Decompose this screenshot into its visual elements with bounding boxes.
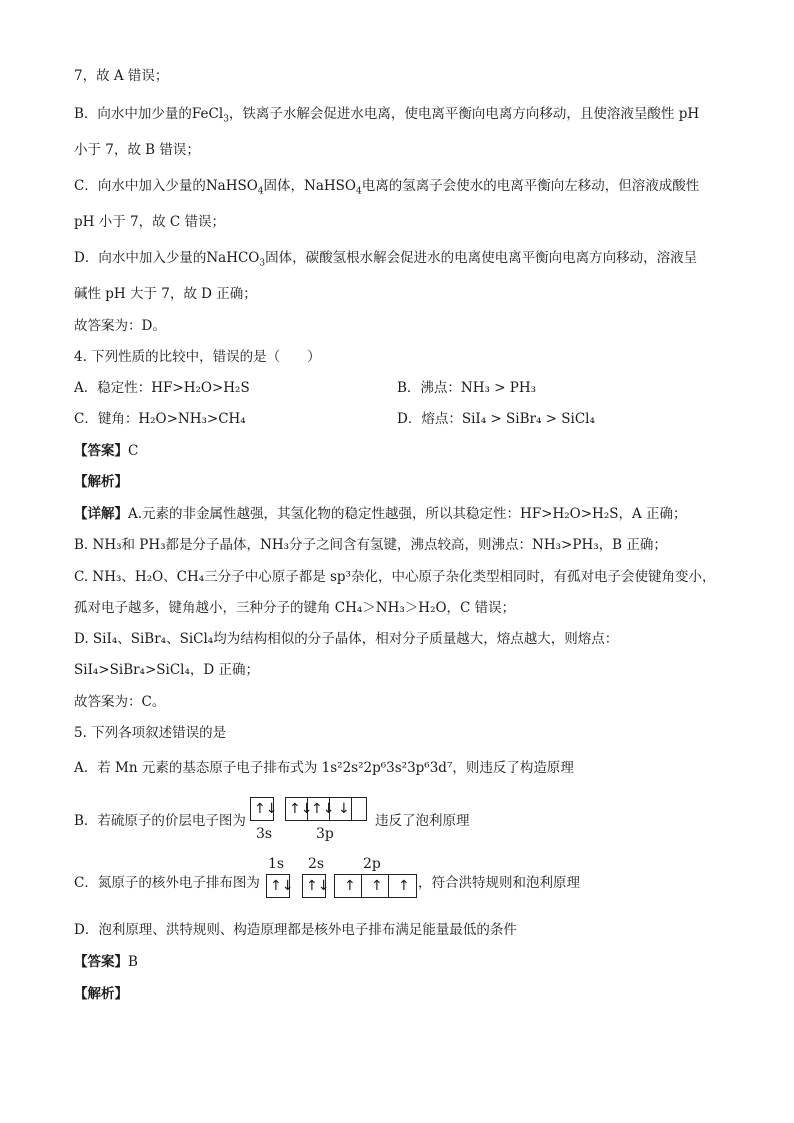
text: A.元素的非金属性越强，其氢化物的稳定性越强，所以其稳定性：HF>H₂O>H₂S，A 正确； <box>128 506 687 522</box>
q4-detail-line <box>74 504 687 524</box>
orbital-diagram-3s <box>250 797 278 821</box>
text-line: 故答案为：D。 <box>74 318 166 334</box>
q5-option-d: D．泡利原理、洪特规则、构造原理都是核外电子排布满足能量最低的条件 <box>74 922 517 938</box>
text: 固体，碳酸氢根水解会促进水的电离使电离平衡向电离方向移动，溶液呈 <box>265 250 698 266</box>
answer-value: C <box>128 443 139 459</box>
subscript: 3 <box>259 258 266 269</box>
q4-detail-line: C. NH₃、H₂O、CH₄三分子中心原子都是 sp³杂化，中心原子杂化类型相同时，有孤对电子会使键角变小， <box>74 569 716 585</box>
text: 电离的氢离子会使水的电离平衡向左移动，但溶液成酸性 <box>361 178 700 194</box>
text-line <box>74 248 697 268</box>
text-line: 小于 7，故 B 错误； <box>74 142 200 158</box>
q5-option-b-suffix: 违反了泡利原理 <box>375 813 470 829</box>
text-line: 7，故 A 错误； <box>74 68 169 84</box>
q4-detail-line: B. NH₃和 PH₃都是分子晶体，NH₃分子之间含有氢键，沸点较高，则沸点：NH₃>PH₃，B 正确； <box>74 537 667 553</box>
q5-option-c-suffix: ，符合洪特规则和泡利原理 <box>418 875 580 891</box>
subscript: 4 <box>257 186 264 197</box>
answer-tag: 【答案】 <box>74 954 128 970</box>
analysis-tag: 【解析】 <box>74 986 128 1002</box>
text-line <box>74 176 699 196</box>
q4-answer <box>74 441 138 461</box>
orbital-label: 3p <box>316 826 334 842</box>
q4-analysis-tag <box>74 472 128 492</box>
text: 固体， <box>263 178 305 194</box>
q4-detail-line: 孤对电子越多，键角越小，三种分子的键角 CH₄＞NH₃＞H₂O，C 错误； <box>74 600 516 616</box>
subscript: 3 <box>223 114 229 125</box>
orbital-label: 2p <box>363 856 381 872</box>
orbital-diagram-2s: ↑↓ <box>302 874 326 898</box>
text-line: pH 小于 7，故 C 错误； <box>74 214 225 230</box>
text-line: 碱性 pH 大于 7，故 D 正确； <box>74 286 257 302</box>
q4-option-a: A．稳定性：HF>H₂O>H₂S <box>74 380 250 396</box>
text: B．向水中加少量的 <box>74 106 192 122</box>
q4-option-b: B．沸点：NH₃ > PH₃ <box>397 380 537 396</box>
q4-detail-line: SiI₄>SiBr₄>SiCl₄，D 正确； <box>74 662 260 678</box>
orbital-box: ↑↓ <box>250 797 274 821</box>
question-4-stem: 4. 下列性质的比较中，错误的是（ ） <box>74 349 321 365</box>
q4-option-c: C．键角：H₂O>NH₃>CH₄ <box>74 411 246 427</box>
answer-value: B <box>128 954 138 970</box>
formula: NaHCO <box>206 250 260 266</box>
orbital-label: 1s <box>268 856 285 872</box>
q5-answer <box>74 952 138 972</box>
detail-tag: 【详解】 <box>74 506 128 522</box>
orbital-diagram-2p: ↑ ↑ ↑ <box>334 874 417 898</box>
formula: FeCl <box>191 106 224 122</box>
q5-option-b-text: B．若硫原子的价层电子图为 <box>74 813 246 829</box>
text: ，铁离子水解会促进水电离，使电离平衡向电离方向移动，且使溶液呈酸性 pH <box>228 106 700 122</box>
orbital-diagram-1s: ↑↓ <box>266 874 290 898</box>
orbital-box: ↑↓ ↑↓ ↓ <box>285 797 367 821</box>
analysis-tag: 【解析】 <box>74 474 128 490</box>
text: C．向水中加入少量的 <box>74 178 206 194</box>
subscript: 4 <box>355 186 362 197</box>
orbital-label: 2s <box>308 856 325 872</box>
answer-tag: 【答案】 <box>74 443 128 459</box>
q5-analysis-tag <box>74 984 128 1004</box>
q5-option-a: A．若 Mn 元素的基态原子电子排布式为 1s²2s²2p⁶3s²3p⁶3d⁷，则违反了构造原理 <box>74 760 574 776</box>
orbital-label: 3s <box>256 826 273 842</box>
formula: NaHSO <box>304 178 356 194</box>
orbital-diagram-3p <box>285 797 367 821</box>
text-line <box>74 104 699 124</box>
formula: NaHSO <box>205 178 258 194</box>
q4-option-d: D．熔点：SiI₄ > SiBr₄ > SiCl₄ <box>397 411 595 427</box>
question-5-stem: 5. 下列各项叙述错误的是 <box>74 725 227 741</box>
q4-detail-line: D. SiI₄、SiBr₄、SiCl₄均为结构相似的分子晶体，相对分子质量越大，熔点越大，则熔点： <box>74 631 619 647</box>
q4-detail-line: 故答案为：C。 <box>74 694 166 710</box>
q5-option-c-text: C．氮原子的核外电子排布图为 <box>74 875 260 891</box>
text: D．向水中加入少量的 <box>74 250 207 266</box>
